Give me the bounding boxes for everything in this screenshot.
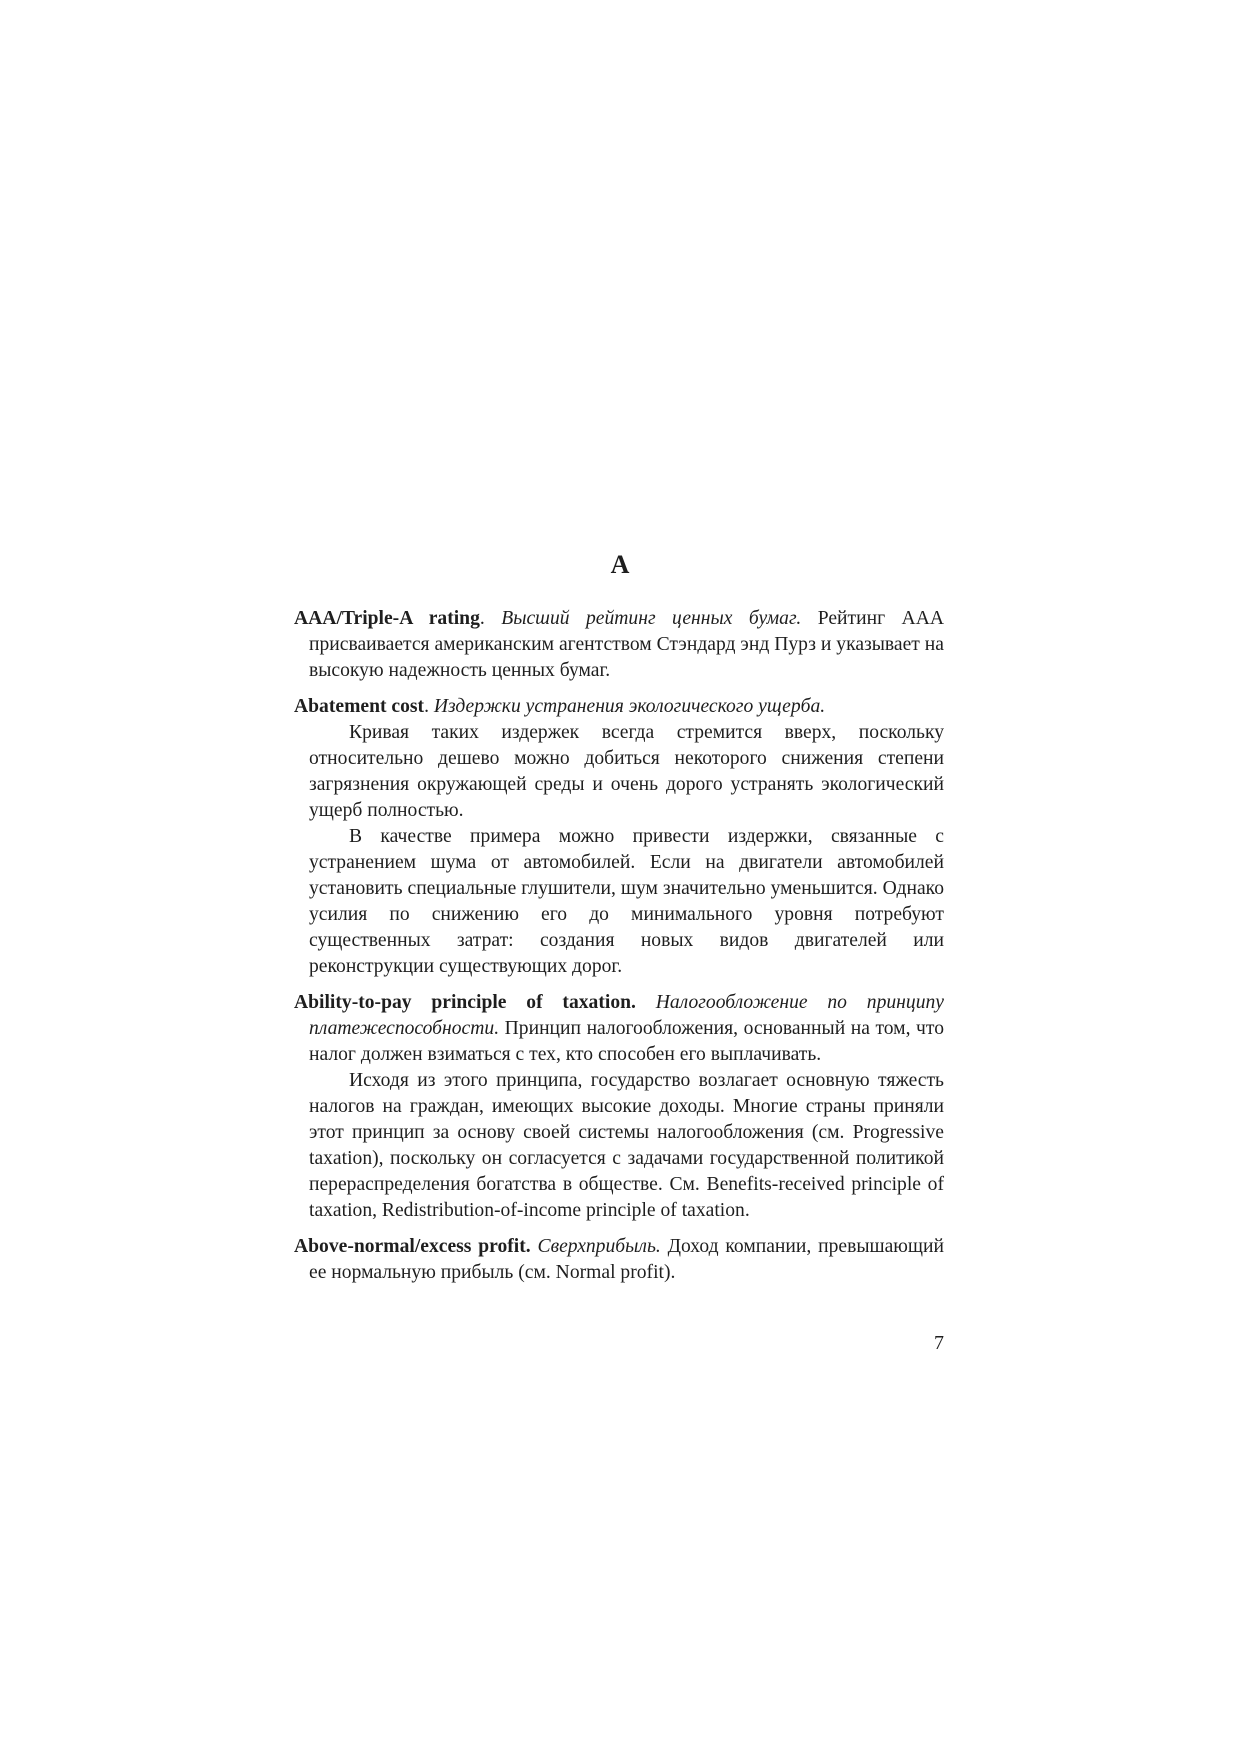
entry-term: Above-normal/excess profit. <box>294 1236 531 1257</box>
entry-term: Ability-to-pay principle of taxation. <box>294 992 636 1013</box>
entry-paragraph: Исходя из этого принципа, государство возлагает основную тяжесть налогов на граждан, имеющих высокие доходы. Многие страны приняли этот принцип за основу своей системы налогообложения (см. Progressive taxation), поскольку он согласуется с задачами государственной политикой перераспределения богатства в обществе. См. Benefits-received principle of taxation, Redistribution-of-income principle of taxation. <box>309 1070 944 1221</box>
entry-term: Abatement cost <box>294 696 425 717</box>
entry-first-line <box>294 694 944 720</box>
entry-definition: Доход компании, превышающий ее нормальную прибыль (см. Normal profit). <box>309 1236 944 1283</box>
dictionary-page <box>294 550 944 1296</box>
term-punctuation: . <box>479 608 485 629</box>
entry-first-line <box>294 1234 944 1286</box>
entry-translation: Сверхприбыль. <box>537 1236 661 1257</box>
section-heading: A <box>610 550 630 579</box>
entry-definition: Принцип налогообложения, основанный на том, что налог должен взиматься с тех, кто способен его выплачивать. <box>309 1018 944 1065</box>
entry-aaa-rating <box>294 606 944 684</box>
entry-translation: Издержки устранения экологического ущерба. <box>433 696 826 717</box>
entry-above-normal-profit <box>294 1234 944 1286</box>
entry-term: AAA/Triple-A rating <box>294 608 480 629</box>
entry-definition: Рейтинг AAA присваивается американским агентством Стэндард энд Пурз и указывает на высокую надежность ценных бумаг. <box>309 608 944 681</box>
page-number: 7 <box>934 1332 944 1354</box>
entry-first-line <box>294 606 944 684</box>
entry-translation: Налогообложение по принципу платежеспособности. <box>309 992 944 1039</box>
entry-first-line <box>294 990 944 1068</box>
term-punctuation: . <box>424 696 429 717</box>
entry-translation: Высший рейтинг ценных бумаг. <box>501 608 802 629</box>
entry-paragraph: В качестве примера можно привести издержки, связанные с устранением шума от автомобилей. Если на двигатели автомобилей установить специальные глушители, шум значительно уменьшится. Однако усилия по снижению его до минимального уровня потребуют существенных затрат: создания новых видов двигателей или реконструкции существующих дорог. <box>309 826 944 977</box>
entry-abatement-cost <box>294 694 944 980</box>
entry-paragraph: Кривая таких издержек всегда стремится вверх, поскольку относительно дешево можно добиться некоторого снижения степени загрязнения окружающей среды и очень дорого устранять экологический ущерб полностью. <box>309 722 944 821</box>
entry-ability-to-pay <box>294 990 944 1224</box>
